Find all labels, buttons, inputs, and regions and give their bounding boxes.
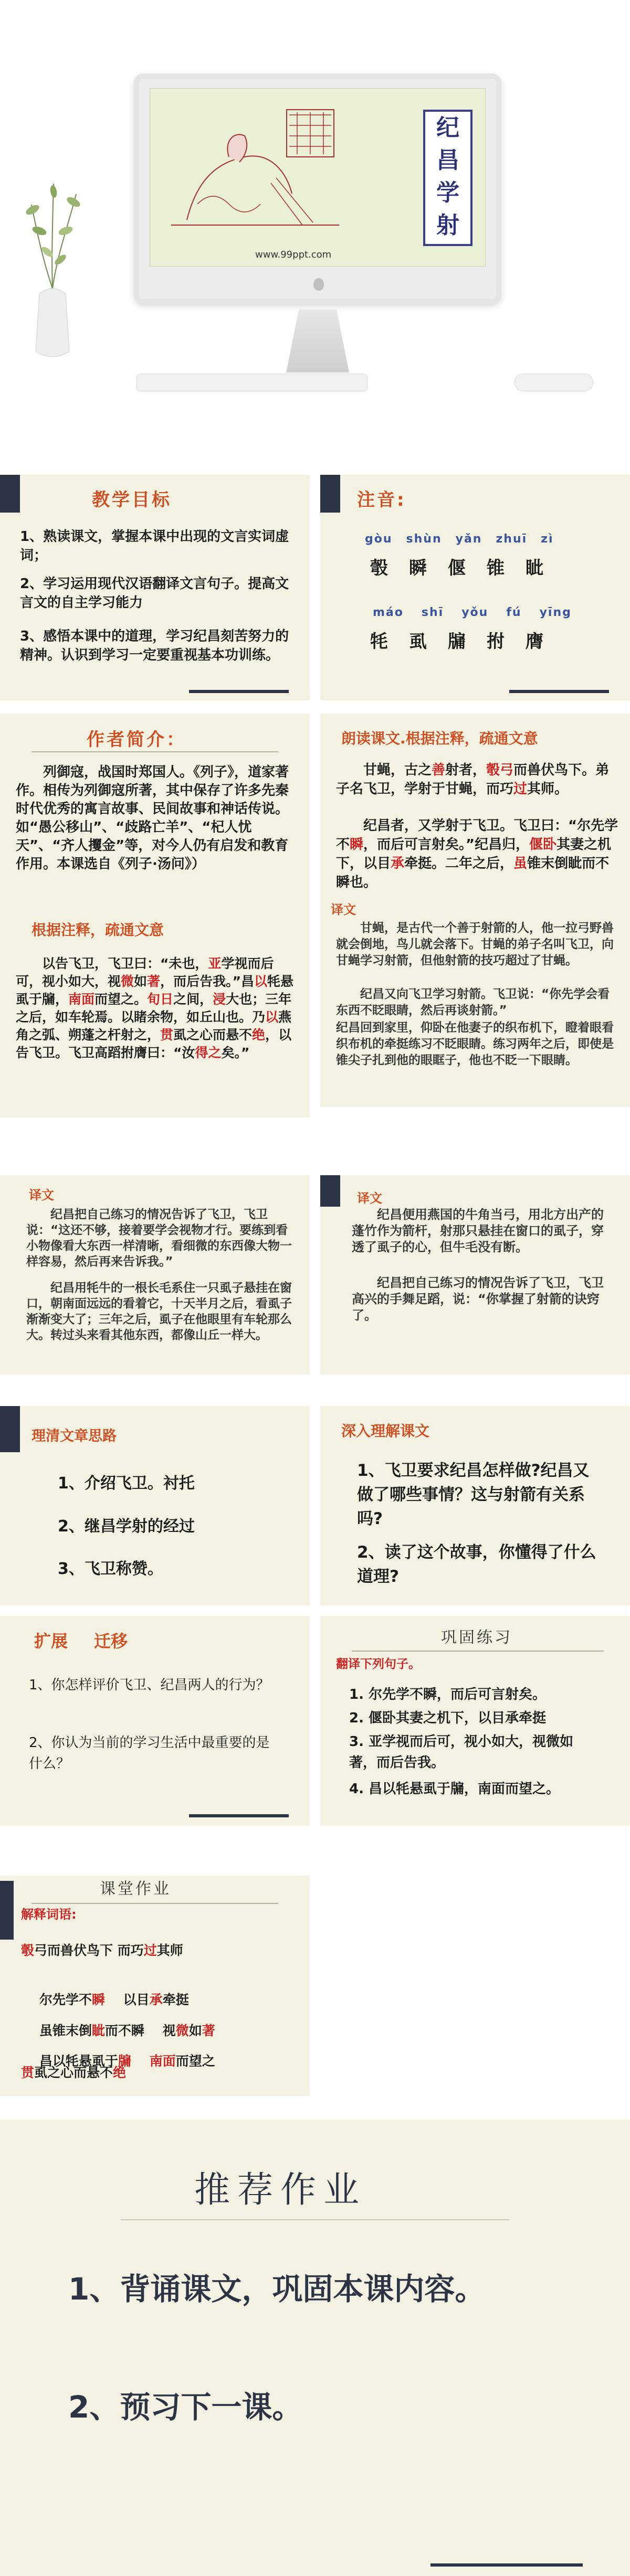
hanzi: 牦: [370, 631, 395, 652]
slide-title: 根据注释，疏通文意: [32, 921, 164, 939]
accent-bar: [0, 1406, 20, 1452]
translation-label: 译文: [357, 1191, 382, 1206]
slide-title: 教学目标: [92, 489, 172, 510]
extension-item: 1、你怎样评价飞卫、纪昌两人的行为？: [29, 1677, 270, 1693]
reading-paragraph: 纪昌者，又学射于飞卫。飞卫曰：“尔先学不瞬，而后可言射矣。”纪昌归，偃卧其妻之机下，以目承牵挺。二年之后，虽锥末倒眦而不瞬也。: [336, 818, 618, 890]
cover-title-box: [423, 110, 472, 246]
accent-bar: [320, 475, 340, 513]
accent-bar: [430, 2563, 583, 2567]
practice-item: 4. 昌以牦悬虱于牖，南面而望之。: [349, 1781, 560, 1797]
slide-pronunciation: [320, 475, 630, 700]
translation-paragraph: 纪昌又向飞卫学习射箭。飞卫说：“你先学会看东西不眨眼睛，然后再谈射箭。”: [336, 987, 610, 1017]
pinyin: gòu: [365, 533, 393, 546]
translation-paragraph: 纪昌把自己练习的情况告诉了飞卫，飞卫高兴的手舞足蹈，说：“你掌握了射箭的诀窍了。: [352, 1275, 604, 1323]
classwork-line: 昌以牦悬虱于牖 南面而望之: [39, 2053, 215, 2069]
title-underline: [32, 1903, 278, 1904]
slide-homework: [0, 2120, 630, 2576]
outline-item: 1、介绍飞卫。衬托: [58, 1474, 195, 1493]
hanzi: 眦: [526, 558, 551, 579]
plant-decoration: [21, 173, 84, 362]
title-underline: [121, 2219, 509, 2220]
accent-bar: [509, 690, 609, 693]
translation-paragraph: 甘蝇，是古代一个善于射箭的人，他一拉弓野兽就会倒地，鸟儿就会落下。甘蝇的弟子名叫飞卫，向甘蝇学习射箭，但他射箭的技巧超过了甘蝇。: [336, 921, 614, 967]
translation-paragraph: 纪昌把自己练习的情况告诉了飞卫，飞卫说：“这还不够，接着要学会视物才行。要练到看小物像看大东西一样清晰，看细微的东西像大物一样容易，然后再来告诉我。”: [26, 1208, 292, 1269]
monitor-screen: [150, 88, 486, 267]
extension-item: 2、你认为当前的学习生活中最重要的是什么？: [29, 1735, 270, 1772]
title-underline: [352, 1651, 604, 1652]
homework-item: 2、预习下一课。: [68, 2389, 303, 2425]
slide-reading: [320, 714, 630, 913]
question-item: 2、读了这个故事，你懂得了什么道理?: [357, 1543, 596, 1586]
slide-annotate: [0, 908, 310, 1117]
accent-bar: [189, 690, 289, 693]
hanzi: 瞬: [409, 558, 434, 579]
pinyin: yǎn: [455, 533, 482, 546]
screen-illustration: [166, 99, 344, 236]
hanzi: 虱: [409, 631, 434, 652]
slide-title: 课堂作业: [100, 1880, 171, 1898]
practice-item: 2. 偃卧其妻之机下，以目承牵挺: [349, 1710, 547, 1726]
question-item: 1、飞卫要求纪昌怎样做?纪昌又做了哪些事情？这与射箭有关系吗?: [357, 1461, 590, 1528]
goal-item: 3、感悟本课中的道理，学习纪昌刻苦努力的精神。认识到学习一定要重视基本功训练。: [20, 629, 289, 663]
slide-classwork: [0, 1876, 310, 2096]
outline-item: 3、飞卫称赞。: [58, 1560, 163, 1578]
goal-item: 1、熟读课文，掌握本课中出现的文言实词虚词；: [20, 529, 289, 563]
translation-paragraph: 纪昌便用燕国的牛角当弓，用北方出产的蓬竹作为箭杆，射那只悬挂在窗口的虱子，穿透了虱子的心，但牛毛没有断。: [352, 1207, 604, 1254]
monitor-stand: [286, 310, 349, 372]
slide-title: 扩展 迁移: [34, 1631, 128, 1651]
slide-title: 深入理解课文: [341, 1422, 430, 1440]
pinyin: zhuī: [496, 533, 528, 546]
classwork-subtitle: 解释词语:: [21, 1907, 77, 1922]
pinyin: shùn: [406, 533, 442, 546]
translation-paragraph: 纪昌回到家里，仰卧在他妻子的织布机下，瞪着眼看织布机的牵挺练习不眨眼睛。练习两年之后，即使是锥尖子扎到他的眼眶子，他也不眨一下眼睛。: [336, 1021, 614, 1067]
monitor: [134, 73, 501, 304]
slide-title: 理清文章思路: [32, 1428, 117, 1444]
cover-title-char: 射: [436, 212, 459, 239]
hanzi: 牖: [448, 631, 473, 652]
hanzi: 偃: [448, 558, 473, 579]
pinyin: máo: [373, 606, 404, 619]
apple-logo-icon: [313, 278, 324, 291]
translation-label: 译文: [29, 1188, 54, 1202]
pinyin-row: [373, 606, 572, 619]
practice-subtitle: 翻译下列句子。: [336, 1657, 421, 1671]
cover-title-char: 昌: [436, 147, 459, 174]
translation-paragraph: 纪昌用牦牛的一根长毛系住一只虱子悬挂在窗口，朝南面远远的看着它，十天半月之后，看虱子渐渐变大了；三年之后，虱子在他眼里有车轮那么大。转过头来看其他东西，都像山丘一样大。: [26, 1281, 292, 1342]
hanzi: 膺: [526, 631, 551, 652]
slide-translation-2: [0, 1175, 310, 1375]
classwork-line: 贯虱之心而悬不绝: [21, 2065, 127, 2080]
slide-title: 作者简介：: [87, 729, 186, 750]
mouse: [514, 374, 593, 391]
cover-title-char: 学: [436, 179, 459, 206]
slide-teaching-goals: [0, 475, 310, 700]
slide-title: 注音:: [357, 489, 406, 510]
keyboard: [136, 374, 368, 391]
pinyin: shī: [421, 606, 444, 619]
slide-title: 推荐作业: [194, 2169, 367, 2211]
char-row: [370, 553, 551, 579]
slide-outline: [0, 1406, 310, 1605]
pinyin-row: [365, 533, 606, 546]
accent-bar: [189, 1814, 289, 1817]
translation-label: 译文: [331, 902, 356, 917]
cover-slide: [0, 0, 630, 425]
goal-item: 2、学习运用现代汉语翻译文言句子。提高文言文的自主学习能力: [20, 576, 289, 611]
outline-item: 2、继昌学射的经过: [58, 1517, 195, 1536]
pinyin: fú: [506, 606, 522, 619]
slide-practice: [320, 1616, 630, 1826]
title-underline: [32, 751, 278, 752]
slide-deep-understanding: [320, 1406, 630, 1605]
accent-bar: [320, 1175, 340, 1207]
pinyin: yīng: [539, 606, 572, 619]
pinyin: zì: [541, 533, 554, 546]
reading-paragraph: 甘蝇，古之善射者，彀弓而兽伏鸟下。弟子名飞卫，学射于甘蝇，而巧过其师。: [336, 762, 610, 797]
hanzi: 拊: [487, 631, 512, 652]
accent-bar: [0, 475, 20, 513]
hanzi: 锥: [487, 558, 512, 579]
slide-translation-1: [320, 897, 630, 1107]
accent-bar: [0, 1881, 14, 1940]
slide-title: 朗读课文.根据注释，疏通文意: [341, 730, 538, 747]
hanzi: 彀: [370, 558, 395, 579]
slide-author-intro: [0, 714, 310, 913]
classwork-line: 尔先学不瞬 以目承牵挺: [39, 1992, 189, 2007]
practice-item: 3. 亚学视而后可，视小如大，视微如著，而后告我。: [349, 1734, 574, 1771]
practice-item: 1. 尔先学不瞬，而后可言射矣。: [349, 1687, 547, 1702]
cover-title-char: 纪: [436, 114, 459, 141]
slide-title: 巩固练习: [441, 1628, 512, 1647]
slide-extension: [0, 1616, 310, 1826]
char-row: [370, 627, 551, 653]
pinyin: yǒu: [461, 606, 489, 619]
annotate-paragraph: 以告飞卫，飞卫曰：“未也，亚学视而后可，视小如大，视微如著，而后告我。”昌以牦悬虱于牖，南面而望之。旬日之间，浸大也；三年之后，如车轮焉。以睹余物，如丘山也。乃以燕角之弧、朔蓬之杆射之，贯虱之心而悬不绝，以告飞卫。飞卫高蹈拊膺曰：“汝得之矣。”: [16, 956, 294, 1060]
slide-translation-3: [320, 1175, 630, 1375]
classwork-line: 虽锥末倒眦而不瞬 视微如著: [39, 2023, 215, 2038]
classwork-line: 彀弓而兽伏鸟下 而巧过其师: [21, 1943, 183, 1958]
cover-url: www.99ppt.com: [255, 249, 332, 260]
author-text: 列御寇，战国时郑国人。《列子》，道家著作。相传为列御寇所著，其中保存了许多先秦时代优秀的寓言故事、民间故事和神话传说。如“愚公移山”、“歧路亡羊”、“杞人忧天”、“齐人攫金”等，对今人仍有启发和教育作用。本课选自《列子·汤问》）: [16, 764, 289, 872]
homework-item: 1、背诵课文，巩固本课内容。: [68, 2271, 486, 2307]
